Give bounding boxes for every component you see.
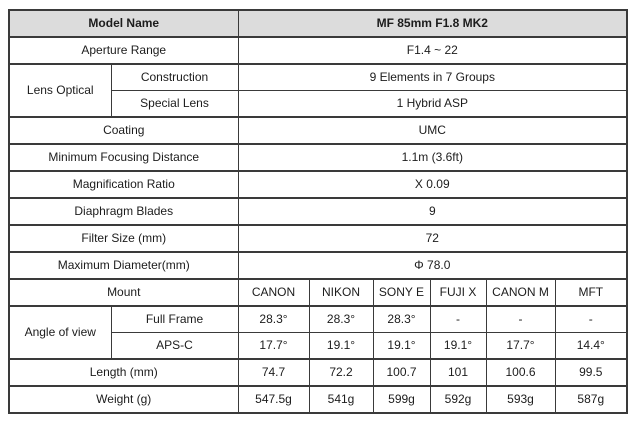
length-nikon: 72.2 bbox=[309, 359, 373, 386]
aps-c-fuji-x: 19.1° bbox=[430, 333, 486, 360]
blades-value: 9 bbox=[238, 198, 627, 225]
max-diameter-label: Maximum Diameter(mm) bbox=[9, 252, 238, 279]
row-filter-size bbox=[9, 225, 627, 252]
mount-label: Mount bbox=[9, 279, 238, 306]
special-lens-value: 1 Hybrid ASP bbox=[238, 91, 627, 118]
filter-size-value: 72 bbox=[238, 225, 627, 252]
blades-label: Diaphragm Blades bbox=[9, 198, 238, 225]
row-angle-full-frame bbox=[9, 306, 627, 333]
full-frame-fuji-x: - bbox=[430, 306, 486, 333]
length-fuji-x: 101 bbox=[430, 359, 486, 386]
full-frame-sony-e: 28.3° bbox=[373, 306, 430, 333]
weight-label: Weight (g) bbox=[9, 386, 238, 413]
length-canon: 74.7 bbox=[238, 359, 309, 386]
special-lens-label: Special Lens bbox=[111, 91, 238, 118]
lens-spec-table-wrap bbox=[8, 9, 628, 414]
full-frame-mft: - bbox=[555, 306, 627, 333]
length-sony-e: 100.7 bbox=[373, 359, 430, 386]
weight-canon: 547.5g bbox=[238, 386, 309, 413]
mount-col-canon: CANON bbox=[238, 279, 309, 306]
row-weight bbox=[9, 386, 627, 413]
min-focus-value: 1.1m (3.6ft) bbox=[238, 144, 627, 171]
construction-value: 9 Elements in 7 Groups bbox=[238, 64, 627, 91]
aps-c-mft: 14.4° bbox=[555, 333, 627, 360]
full-frame-nikon: 28.3° bbox=[309, 306, 373, 333]
lens-spec-table bbox=[8, 9, 628, 414]
row-model-name bbox=[9, 10, 627, 37]
aps-c-canon: 17.7° bbox=[238, 333, 309, 360]
model-name-value: MF 85mm F1.8 MK2 bbox=[238, 10, 627, 37]
coating-value: UMC bbox=[238, 117, 627, 144]
full-frame-label: Full Frame bbox=[111, 306, 238, 333]
row-coating bbox=[9, 117, 627, 144]
full-frame-canon-m: - bbox=[486, 306, 555, 333]
construction-label: Construction bbox=[111, 64, 238, 91]
mount-col-nikon: NIKON bbox=[309, 279, 373, 306]
model-name-label: Model Name bbox=[9, 10, 238, 37]
weight-canon-m: 593g bbox=[486, 386, 555, 413]
row-lens-optical-construction bbox=[9, 64, 627, 91]
mount-col-canon-m: CANON M bbox=[486, 279, 555, 306]
magnification-value: X 0.09 bbox=[238, 171, 627, 198]
row-magnification-ratio bbox=[9, 171, 627, 198]
row-length bbox=[9, 359, 627, 386]
mount-col-fuji-x: FUJI X bbox=[430, 279, 486, 306]
mount-col-mft: MFT bbox=[555, 279, 627, 306]
aps-c-canon-m: 17.7° bbox=[486, 333, 555, 360]
mount-col-sony-e: SONY E bbox=[373, 279, 430, 306]
row-aperture-range bbox=[9, 37, 627, 64]
length-label: Length (mm) bbox=[9, 359, 238, 386]
filter-size-label: Filter Size (mm) bbox=[9, 225, 238, 252]
row-maximum-diameter bbox=[9, 252, 627, 279]
max-diameter-value: Φ 78.0 bbox=[238, 252, 627, 279]
aps-c-sony-e: 19.1° bbox=[373, 333, 430, 360]
length-mft: 99.5 bbox=[555, 359, 627, 386]
row-mount bbox=[9, 279, 627, 306]
aps-c-nikon: 19.1° bbox=[309, 333, 373, 360]
row-diaphragm-blades bbox=[9, 198, 627, 225]
length-canon-m: 100.6 bbox=[486, 359, 555, 386]
weight-sony-e: 599g bbox=[373, 386, 430, 413]
aps-c-label: APS-C bbox=[111, 333, 238, 360]
coating-label: Coating bbox=[9, 117, 238, 144]
min-focus-label: Minimum Focusing Distance bbox=[9, 144, 238, 171]
aperture-range-value: F1.4 ~ 22 bbox=[238, 37, 627, 64]
weight-fuji-x: 592g bbox=[430, 386, 486, 413]
weight-mft: 587g bbox=[555, 386, 627, 413]
magnification-label: Magnification Ratio bbox=[9, 171, 238, 198]
row-minimum-focusing-distance bbox=[9, 144, 627, 171]
full-frame-canon: 28.3° bbox=[238, 306, 309, 333]
weight-nikon: 541g bbox=[309, 386, 373, 413]
angle-of-view-label: Angle of view bbox=[9, 306, 111, 359]
lens-optical-label: Lens Optical bbox=[9, 64, 111, 117]
aperture-range-label: Aperture Range bbox=[9, 37, 238, 64]
